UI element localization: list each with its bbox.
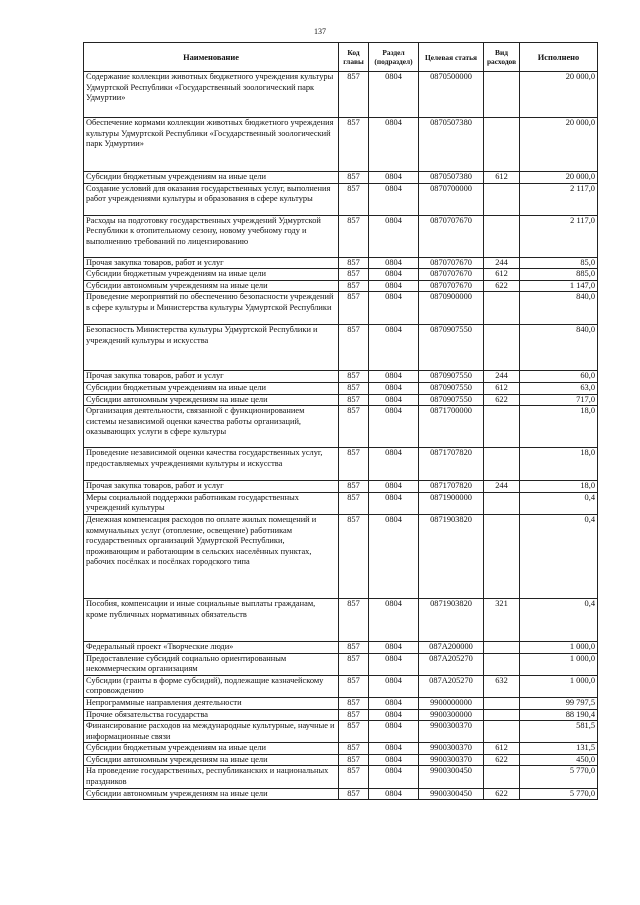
cell-section: 0804 [369, 72, 419, 118]
cell-code: 857 [339, 754, 369, 766]
cell-code: 857 [339, 406, 369, 448]
cell-name: Субсидии бюджетным учреждениям на иные цели [84, 382, 339, 394]
cell-section: 0804 [369, 257, 419, 269]
cell-code: 857 [339, 514, 369, 598]
cell-code: 857 [339, 697, 369, 709]
cell-section: 0804 [369, 709, 419, 721]
cell-target: 087A205270 [419, 675, 484, 697]
table-row [84, 269, 598, 281]
table-row [84, 394, 598, 406]
cell-name: Субсидии бюджетным учреждениям на иные цели [84, 743, 339, 755]
cell-target: 0871700000 [419, 406, 484, 448]
cell-section: 0804 [369, 788, 419, 800]
cell-executed: 60,0 [520, 371, 598, 383]
cell-section: 0804 [369, 269, 419, 281]
cell-section: 0804 [369, 598, 419, 641]
cell-executed: 1 000,0 [520, 641, 598, 653]
cell-target: 087A205270 [419, 653, 484, 675]
cell-name: Субсидии автономным учреждениям на иные цели [84, 788, 339, 800]
cell-code: 857 [339, 653, 369, 675]
table-row [84, 675, 598, 697]
cell-name: Проведение независимой оценки качества государственных услуг, предоставляемых учреждениями культуры и искусства [84, 448, 339, 481]
cell-executed: 131,5 [520, 743, 598, 755]
cell-executed: 581,5 [520, 721, 598, 743]
cell-name: Субсидии автономным учреждениям на иные цели [84, 754, 339, 766]
cell-type [484, 325, 520, 371]
cell-section: 0804 [369, 492, 419, 514]
cell-type [484, 641, 520, 653]
cell-name: Расходы на подготовку государственных учреждений Удмуртской Республики к отопительному сезону, новому учебному году и выполнению требований по лицензированию [84, 215, 339, 257]
cell-name: Прочая закупка товаров, работ и услуг [84, 481, 339, 493]
cell-name: Создание условий для оказания государственных услуг, выполнения работ учреждениями культуры и образования в сфере культуры [84, 183, 339, 215]
cell-code: 857 [339, 481, 369, 493]
cell-target: 9900300450 [419, 788, 484, 800]
cell-executed: 20 000,0 [520, 118, 598, 172]
cell-executed: 18,0 [520, 481, 598, 493]
table-body [84, 72, 598, 800]
cell-section: 0804 [369, 280, 419, 292]
cell-executed: 18,0 [520, 448, 598, 481]
table-row [84, 788, 598, 800]
cell-type: 622 [484, 788, 520, 800]
cell-executed: 2 117,0 [520, 183, 598, 215]
cell-code: 857 [339, 382, 369, 394]
cell-executed: 20 000,0 [520, 72, 598, 118]
cell-executed: 1 147,0 [520, 280, 598, 292]
table-row [84, 118, 598, 172]
cell-section: 0804 [369, 754, 419, 766]
cell-section: 0804 [369, 448, 419, 481]
cell-target: 9900300450 [419, 766, 484, 788]
cell-code: 857 [339, 788, 369, 800]
cell-code: 857 [339, 743, 369, 755]
cell-target: 0870707670 [419, 257, 484, 269]
table-row [84, 598, 598, 641]
cell-target: 9900300370 [419, 721, 484, 743]
table-row [84, 481, 598, 493]
cell-target: 0871707820 [419, 448, 484, 481]
cell-section: 0804 [369, 406, 419, 448]
cell-name: Субсидии бюджетным учреждениям на иные цели [84, 269, 339, 281]
cell-type [484, 183, 520, 215]
cell-target: 0870707670 [419, 215, 484, 257]
cell-target: 9900000000 [419, 697, 484, 709]
cell-type [484, 215, 520, 257]
cell-code: 857 [339, 292, 369, 325]
cell-target: 0870907550 [419, 371, 484, 383]
table-row [84, 371, 598, 383]
cell-target: 9900300370 [419, 743, 484, 755]
cell-section: 0804 [369, 172, 419, 184]
cell-type: 622 [484, 754, 520, 766]
cell-executed: 88 190,4 [520, 709, 598, 721]
cell-target: 0870507380 [419, 118, 484, 172]
cell-type: 612 [484, 382, 520, 394]
table-row [84, 492, 598, 514]
cell-executed: 450,0 [520, 754, 598, 766]
cell-executed: 63,0 [520, 382, 598, 394]
cell-code: 857 [339, 766, 369, 788]
cell-target: 0871707820 [419, 481, 484, 493]
cell-executed: 717,0 [520, 394, 598, 406]
cell-section: 0804 [369, 766, 419, 788]
cell-code: 857 [339, 709, 369, 721]
cell-target: 0870707670 [419, 280, 484, 292]
cell-type [484, 514, 520, 598]
cell-section: 0804 [369, 641, 419, 653]
cell-executed: 885,0 [520, 269, 598, 281]
cell-executed: 0,4 [520, 492, 598, 514]
cell-target: 0871900000 [419, 492, 484, 514]
cell-type: 244 [484, 481, 520, 493]
header-executed: Исполнено [520, 43, 598, 72]
cell-type [484, 118, 520, 172]
cell-section: 0804 [369, 481, 419, 493]
cell-section: 0804 [369, 653, 419, 675]
cell-name: Прочая закупка товаров, работ и услуг [84, 371, 339, 383]
cell-code: 857 [339, 394, 369, 406]
cell-name: Пособия, компенсации и иные социальные выплаты гражданам, кроме публичных нормативных обязательств [84, 598, 339, 641]
cell-type [484, 448, 520, 481]
cell-type: 612 [484, 743, 520, 755]
cell-name: Субсидии (гранты в форме субсидий), подлежащие казначейскому сопровождению [84, 675, 339, 697]
cell-executed: 840,0 [520, 325, 598, 371]
cell-code: 857 [339, 118, 369, 172]
cell-executed: 2 117,0 [520, 215, 598, 257]
cell-section: 0804 [369, 215, 419, 257]
cell-name: Субсидии автономным учреждениям на иные цели [84, 280, 339, 292]
page-number: 137 [314, 27, 326, 36]
cell-target: 9900300000 [419, 709, 484, 721]
cell-name: Федеральный проект «Творческие люди» [84, 641, 339, 653]
cell-type [484, 721, 520, 743]
cell-name: Прочие обязательства государства [84, 709, 339, 721]
cell-section: 0804 [369, 118, 419, 172]
cell-executed: 5 770,0 [520, 766, 598, 788]
cell-target: 0870900000 [419, 292, 484, 325]
cell-name: Безопасность Министерства культуры Удмуртской Республики и учреждений культуры и искусства [84, 325, 339, 371]
cell-type: 622 [484, 280, 520, 292]
cell-code: 857 [339, 598, 369, 641]
table-row [84, 697, 598, 709]
header-section: Раздел (подраздел) [369, 43, 419, 72]
cell-type: 612 [484, 269, 520, 281]
table-row [84, 514, 598, 598]
cell-type [484, 653, 520, 675]
header-target: Целевая статья [419, 43, 484, 72]
cell-name: Субсидии бюджетным учреждениям на иные цели [84, 172, 339, 184]
cell-name: Обеспечение кормами коллекции животных бюджетного учреждения культуры Удмуртской Республики «Государственный зоологический парк Удмуртии» [84, 118, 339, 172]
cell-section: 0804 [369, 394, 419, 406]
cell-type: 321 [484, 598, 520, 641]
cell-code: 857 [339, 280, 369, 292]
cell-executed: 20 000,0 [520, 172, 598, 184]
cell-name: На проведение государственных, республиканских и национальных праздников [84, 766, 339, 788]
cell-target: 087A200000 [419, 641, 484, 653]
cell-name: Меры социальной поддержки работникам государственных учреждений культуры [84, 492, 339, 514]
cell-code: 857 [339, 215, 369, 257]
cell-type [484, 406, 520, 448]
cell-target: 0870507380 [419, 172, 484, 184]
cell-name: Непрограммные направления деятельности [84, 697, 339, 709]
budget-table [83, 42, 598, 800]
cell-section: 0804 [369, 721, 419, 743]
table-row [84, 641, 598, 653]
cell-section: 0804 [369, 382, 419, 394]
cell-name: Прочая закупка товаров, работ и услуг [84, 257, 339, 269]
cell-section: 0804 [369, 514, 419, 598]
header-type: Вид расходов [484, 43, 520, 72]
cell-code: 857 [339, 257, 369, 269]
cell-code: 857 [339, 721, 369, 743]
cell-name: Предоставление субсидий социально ориентированным некоммерческим организациям [84, 653, 339, 675]
cell-executed: 0,4 [520, 598, 598, 641]
cell-target: 0871903820 [419, 598, 484, 641]
cell-section: 0804 [369, 743, 419, 755]
table-row [84, 72, 598, 118]
table-row [84, 215, 598, 257]
cell-executed: 99 797,5 [520, 697, 598, 709]
table-row [84, 754, 598, 766]
cell-target: 9900300370 [419, 754, 484, 766]
cell-code: 857 [339, 72, 369, 118]
cell-code: 857 [339, 183, 369, 215]
cell-code: 857 [339, 269, 369, 281]
cell-target: 0870700000 [419, 183, 484, 215]
table-header-row [84, 43, 598, 72]
cell-type [484, 697, 520, 709]
cell-code: 857 [339, 172, 369, 184]
cell-type: 244 [484, 371, 520, 383]
cell-name: Денежная компенсация расходов по оплате жилых помещений и коммунальных услуг (отопление, освещение) работникам государственных организаций Удмуртской Республики, проживающим и работающим в сельских населённых пунктах, рабочих посёлках и посёлках городского типа [84, 514, 339, 598]
table-row [84, 721, 598, 743]
table-row [84, 406, 598, 448]
cell-target: 0870707670 [419, 269, 484, 281]
cell-target: 0870907550 [419, 394, 484, 406]
table-row [84, 325, 598, 371]
cell-section: 0804 [369, 675, 419, 697]
header-name: Наименование [84, 43, 339, 72]
cell-section: 0804 [369, 371, 419, 383]
table-row [84, 172, 598, 184]
table-row [84, 280, 598, 292]
table-row [84, 292, 598, 325]
cell-executed: 1 000,0 [520, 675, 598, 697]
cell-section: 0804 [369, 183, 419, 215]
header-code: Код главы [339, 43, 369, 72]
cell-type: 612 [484, 172, 520, 184]
cell-code: 857 [339, 448, 369, 481]
cell-name: Субсидии автономным учреждениям на иные цели [84, 394, 339, 406]
cell-name: Проведение мероприятий по обеспечению безопасности учреждений в сфере культуры и Министерства культуры Удмуртской Республики [84, 292, 339, 325]
cell-section: 0804 [369, 325, 419, 371]
table-row [84, 743, 598, 755]
table-row [84, 766, 598, 788]
cell-type: 244 [484, 257, 520, 269]
cell-name: Организация деятельности, связанной с функционированием системы независимой оценки качества работы организаций, оказывающих услуги в сфере культуры [84, 406, 339, 448]
cell-executed: 0,4 [520, 514, 598, 598]
cell-name: Финансирование расходов на международные культурные, научные и информационные связи [84, 721, 339, 743]
cell-executed: 18,0 [520, 406, 598, 448]
cell-target: 0871903820 [419, 514, 484, 598]
cell-code: 857 [339, 492, 369, 514]
cell-code: 857 [339, 325, 369, 371]
cell-code: 857 [339, 641, 369, 653]
cell-code: 857 [339, 675, 369, 697]
table-row [84, 709, 598, 721]
cell-code: 857 [339, 371, 369, 383]
cell-type [484, 72, 520, 118]
cell-target: 0870907550 [419, 325, 484, 371]
cell-type [484, 766, 520, 788]
table-row [84, 382, 598, 394]
cell-type [484, 292, 520, 325]
table-row [84, 448, 598, 481]
table-row [84, 653, 598, 675]
cell-section: 0804 [369, 697, 419, 709]
table-row [84, 183, 598, 215]
table-row [84, 257, 598, 269]
cell-type: 622 [484, 394, 520, 406]
cell-section: 0804 [369, 292, 419, 325]
cell-executed: 85,0 [520, 257, 598, 269]
cell-name: Содержание коллекции животных бюджетного учреждения культуры Удмуртской Республики «Государственный зоологический парк Удмуртии» [84, 72, 339, 118]
cell-executed: 5 770,0 [520, 788, 598, 800]
cell-type [484, 709, 520, 721]
cell-executed: 1 000,0 [520, 653, 598, 675]
cell-target: 0870907550 [419, 382, 484, 394]
cell-target: 0870500000 [419, 72, 484, 118]
cell-type [484, 492, 520, 514]
cell-executed: 840,0 [520, 292, 598, 325]
cell-type: 632 [484, 675, 520, 697]
